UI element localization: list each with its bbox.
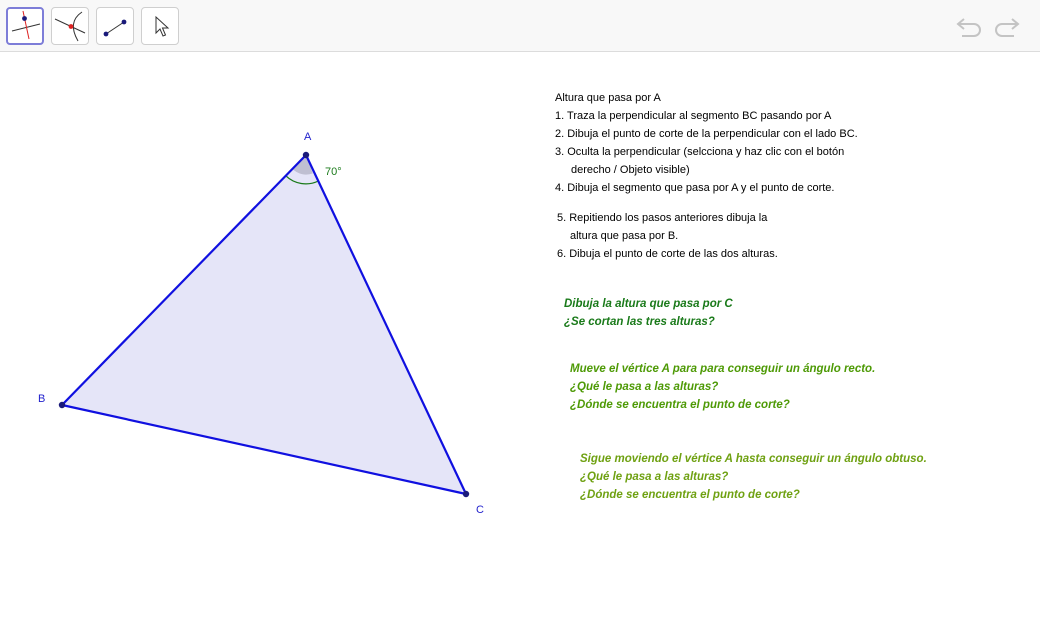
cursor-arrow-icon [142,8,178,44]
toolbar [0,0,1040,52]
undo-button[interactable] [954,12,988,40]
question-text: ¿Dónde se encuentra el punto de corte? [570,399,790,411]
question-text: ¿Se cortan las tres alturas? [564,316,715,328]
question-text: ¿Qué le pasa a las alturas? [580,471,729,483]
instruction-step: 1. Traza la perpendicular al segmento BC pasando por A [555,110,832,122]
label-a: A [304,131,312,143]
instructions-heading: Altura que pasa por A [555,92,661,104]
drawing-canvas[interactable] [0,53,1040,640]
point-c[interactable] [463,491,469,497]
redo-icon [990,12,1024,40]
label-c: C [476,504,484,516]
perpendicular-line-icon [8,9,42,43]
segment-tool-button[interactable] [96,7,134,45]
perpendicular-line-tool-button[interactable] [6,7,44,45]
instruction-step-continued: altura que pasa por B. [570,230,679,242]
point-b[interactable] [59,402,65,408]
segment-icon [97,8,133,44]
intersect-tool-button[interactable] [51,7,89,45]
instruction-step: 2. Dibuja el punto de corte de la perpendicular con el lado BC. [555,128,858,140]
instruction-step: 3. Oculta la perpendicular (selcciona y haz clic con el botón [555,146,845,158]
move-tool-button[interactable] [141,7,179,45]
instruction-step: 5. Repitiendo los pasos anteriores dibuja la [557,212,768,224]
angle-label: 70° [325,166,342,178]
triangle-fill[interactable] [62,155,466,494]
undo-icon [954,12,988,40]
point-a[interactable] [303,152,309,158]
question-text: ¿Dónde se encuentra el punto de corte? [580,489,800,501]
question-text: Sigue moviendo el vértice A hasta conseguir un ángulo obtuso. [580,453,927,465]
intersect-icon [52,8,88,44]
question-text: Mueve el vértice A para para conseguir un ángulo recto. [570,363,876,375]
instruction-step-continued: derecho / Objeto visible) [571,164,690,176]
question-text: Dibuja la altura que pasa por C [564,298,733,310]
instruction-step: 6. Dibuja el punto de corte de las dos alturas. [557,248,778,260]
instruction-step: 4. Dibuja el segmento que pasa por A y el punto de corte. [555,182,835,194]
redo-button[interactable] [990,12,1024,40]
label-b: B [38,393,46,405]
question-text: ¿Qué le pasa a las alturas? [570,381,719,393]
